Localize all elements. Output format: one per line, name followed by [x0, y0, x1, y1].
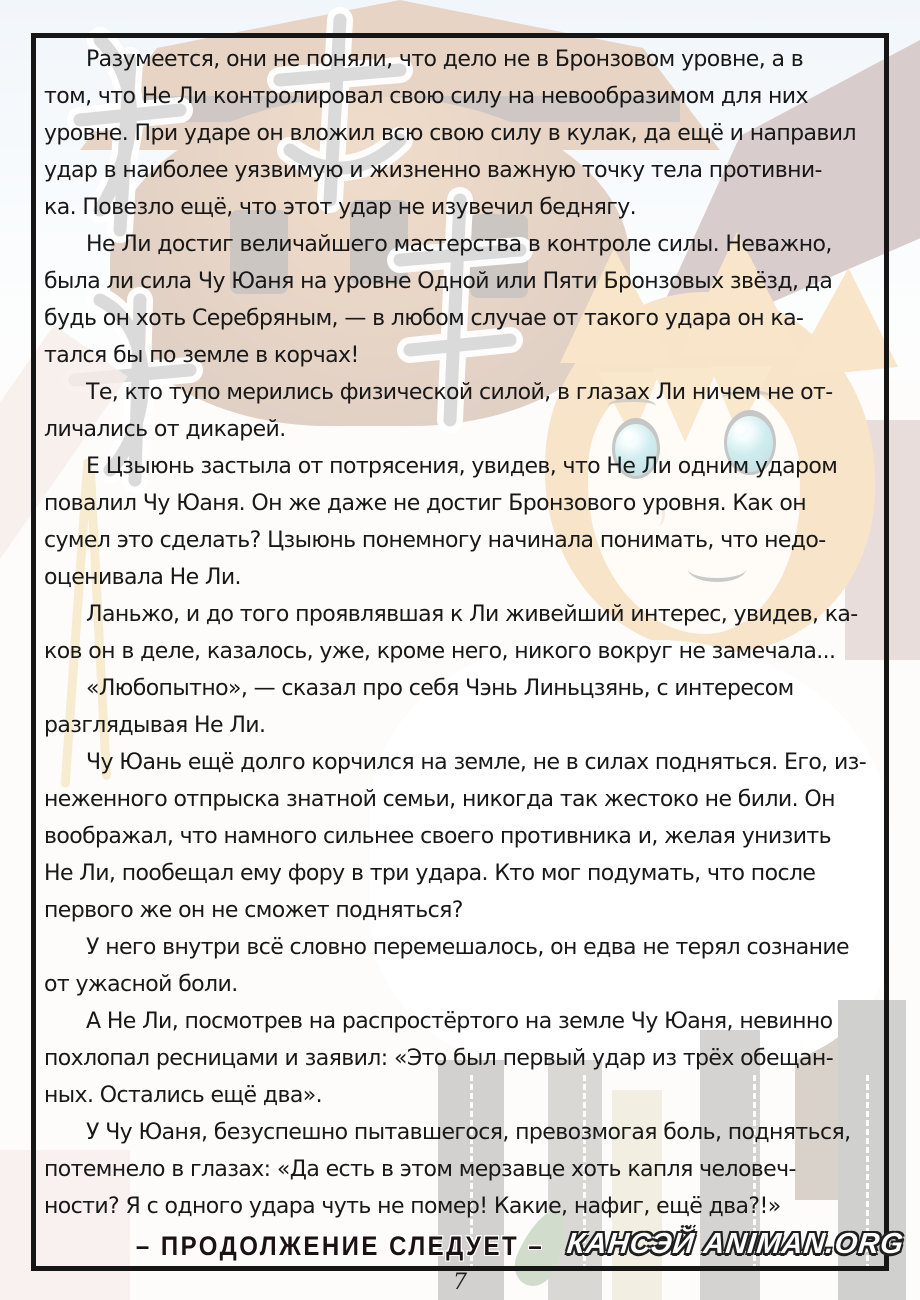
text-line: ков он в деле, казалось, уже, кроме него, никого вокруг не замечала...: [44, 639, 836, 664]
text-line: Е Цзыюнь застыла от потрясения, увидев, что Не Ли одним ударом: [86, 454, 838, 479]
paragraph: [44, 41, 880, 226]
text-line: была ли сила Чу Юаня на уровне Одной или Пяти Бронзовых звёзд, да: [44, 269, 833, 294]
paragraph: [44, 929, 880, 1003]
paragraph: [44, 744, 880, 929]
paragraph: [44, 448, 880, 596]
text-line: ка. Повезло ещё, что этот удар не изувечил беднягу.: [44, 195, 637, 220]
text-line: Ланьжо, и до того проявлявшая к Ли живейший интерес, увидев, ка-: [86, 602, 858, 627]
paragraph: [44, 226, 880, 374]
text-line: будь он хоть Серебряным, — в любом случае от такого удара он ка-: [44, 306, 804, 331]
text-line: личались от дикарей.: [44, 417, 286, 442]
text-line: тался бы по земле в корчах!: [44, 343, 359, 368]
paragraph: [44, 1003, 880, 1114]
text-line: разглядывая Не Ли.: [44, 713, 266, 738]
text-line: потемнело в глазах: «Да есть в этом мерзавце хоть капля человеч-: [44, 1157, 796, 1182]
paragraph: [44, 374, 880, 448]
text-line: ности? Я с одного удара чуть не помер! Какие, нафиг, ещё два?!»: [44, 1194, 781, 1219]
text-line: похлопал ресницами и заявил: «Это был первый удар из трёх обещан-: [44, 1046, 834, 1071]
paragraph: [44, 596, 880, 670]
continuation-label: – ПРОДОЛЖЕНИЕ СЛЕДУЕТ –: [135, 1231, 545, 1262]
text-line: неженного отпрыска знатной семьи, никогда так жестоко не били. Он: [44, 787, 835, 812]
text-line: удар в наиболее уязвимую и жизненно важную точку тела противни-: [44, 158, 822, 183]
text-line: оценивала Не Ли.: [44, 565, 241, 590]
text-line: уровне. При ударе он вложил всю свою силу в кулак, да ещё и направил: [44, 121, 856, 146]
text-line: сумел это сделать? Цзыюнь понемногу начинала понимать, что недо-: [44, 528, 826, 553]
text-line: ных. Остались ещё два».: [44, 1083, 322, 1108]
translator-watermark: КАНСЭЙ ANIMAN.ORG: [565, 1228, 906, 1260]
paragraph: [44, 1114, 880, 1225]
text-line: от ужасной боли.: [44, 972, 238, 997]
paragraph: [44, 670, 880, 744]
text-line: А Не Ли, посмотрев на распростёртого на земле Чу Юаня, невинно: [86, 1009, 833, 1034]
text-line: «Любопытно», — сказал про себя Чэнь Линьцзянь, с интересом: [86, 676, 794, 701]
text-line: Не Ли достиг величайшего мастерства в контроле силы. Неважно,: [86, 232, 832, 257]
text-line: У Чу Юаня, безуспешно пытавшегося, превозмогая боль, подняться,: [86, 1120, 851, 1145]
text-line: У него внутри всё словно перемешалось, он едва не терял сознание: [86, 935, 849, 960]
text-line: первого же он не сможет подняться?: [44, 898, 463, 923]
text-line: Чу Юань ещё долго корчился на земле, не в силах подняться. Его, из-: [86, 750, 867, 775]
text-line: том, что Не Ли контролировал свою силу на невообразимом для них: [44, 84, 808, 109]
text-line: повалил Чу Юаня. Он же даже не достиг Бронзового уровня. Как он: [44, 491, 806, 516]
page-number: 7: [453, 1270, 467, 1295]
text-line: Те, кто тупо мерились физической силой, в глазах Ли ничем не от-: [86, 380, 833, 405]
story-text: [44, 41, 880, 1225]
text-line: Разумеется, они не поняли, что дело не в Бронзовом уровне, а в: [86, 47, 804, 72]
text-line: воображал, что намного сильнее своего противника и, желая унизить: [44, 824, 831, 849]
text-line: Не Ли, пообещал ему фору в три удара. Кто мог подумать, что после: [44, 861, 816, 886]
